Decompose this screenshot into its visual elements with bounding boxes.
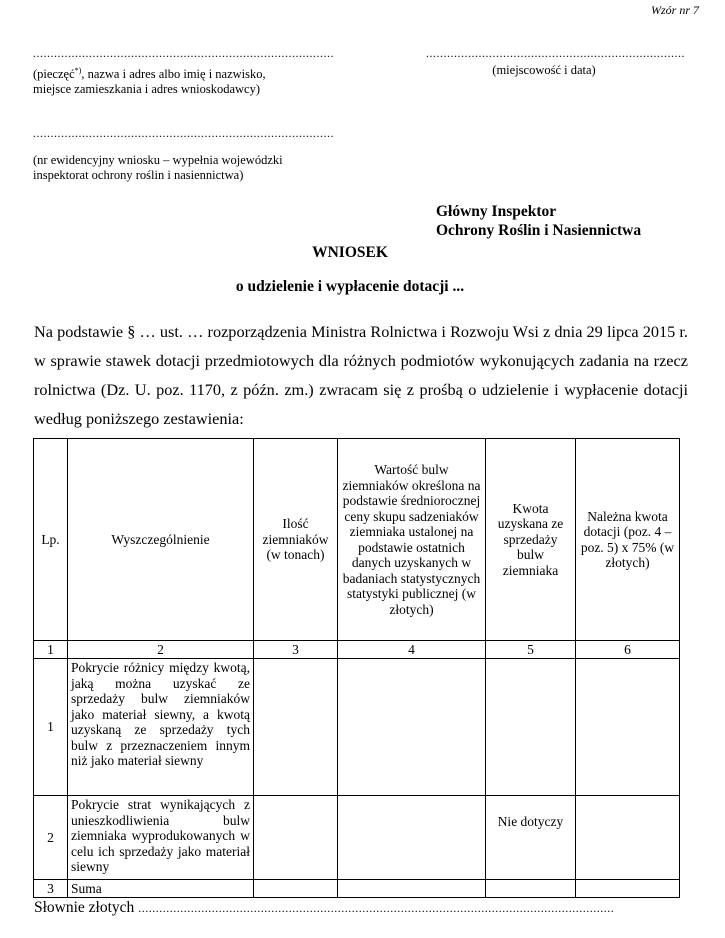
quantity-cell[interactable] [254, 796, 338, 880]
registry-caption [33, 153, 283, 183]
request-paragraph: Na podstawie § … ust. … rozporządzenia Ministra Rolnictwa i Rozwoju Wsi z dnia 29 lipca 2015 r. w sprawie stawek dotacji przedmiotowych dla różnych podmiotów wykonujących zadania na rzecz rolnictwa (Dz. U. poz. 1170, z późn. zm.) zwracam się z prośbą o udzielenie i wypłacenie dotacji według poniższego zestawienia: [34, 322, 688, 428]
row-lp: 2 [34, 796, 68, 880]
value-cell[interactable] [338, 659, 486, 796]
applicant-caption-line2: miejsce zamieszkania i adres wnioskodawcy) [33, 82, 260, 97]
column-number: 4 [338, 641, 486, 659]
addressee-line1: Główny Inspektor [436, 203, 557, 220]
registry-caption-line2: inspektorat ochrony roślin i nasiennictwa) [33, 168, 244, 182]
header-quantity: Ilość ziemniaków (w tonach) [254, 439, 338, 641]
amount-in-words-dotted-line[interactable]: ........................................................................................................................................ [138, 901, 615, 915]
header-lp: Lp. [34, 439, 68, 641]
place-date-caption: (miejscowość i data) [492, 63, 596, 77]
sales-amount-cell[interactable] [486, 659, 576, 796]
table-header-row [34, 439, 680, 641]
header-description: Wyszczególnienie [68, 439, 254, 641]
sum-label: Suma [68, 880, 254, 898]
applicant-caption [33, 63, 266, 97]
form-number-label: Wzór nr 7 [650, 3, 699, 17]
table-row [34, 659, 680, 796]
column-number: 3 [254, 641, 338, 659]
applicant-caption-line1: (pieczęć [33, 67, 75, 82]
document-subtitle: o udzielenie i wypłacenie dotacji ... [235, 278, 465, 295]
quantity-cell[interactable] [254, 659, 338, 796]
table-row-sum [34, 880, 680, 898]
subsidy-table [33, 438, 680, 898]
row-description: Pokrycie różnicy między kwotą, jaką można uzyskać ze sprzedaży bulw ziemniaków jako materiał siewny, a kwotą uzyskaną ze sprzedaży tych bulw z przeznaczeniem innym niż jako materiał siewny [68, 659, 254, 796]
amount-in-words [34, 899, 614, 917]
addressee [436, 202, 641, 240]
column-number: 1 [34, 641, 68, 659]
registry-dotted-line: ...................................................................................... [33, 126, 334, 140]
registry-caption-line1: (nr ewidencyjny wniosku – wypełnia wojewódzki [33, 153, 283, 167]
column-number: 2 [68, 641, 254, 659]
applicant-dotted-line: ...................................................................................... [33, 46, 334, 60]
row-description: Pokrycie strat wynikających z unieszkodliwienia bulw ziemniaka wyprodukowanych w celu ich sprzedaży jako materiał siewny [68, 796, 254, 880]
document-title: WNIOSEK [312, 244, 388, 261]
value-sum-cell[interactable] [338, 880, 486, 898]
header-subsidy-amount: Należna kwota dotacji (poz. 4 – poz. 5) x 75% (w złotych) [576, 439, 680, 641]
not-applicable-cell: Nie dotyczy [486, 796, 576, 880]
subsidy-amount-cell[interactable] [576, 796, 680, 880]
quantity-sum-cell[interactable] [254, 880, 338, 898]
sales-amount-sum-cell[interactable] [486, 880, 576, 898]
column-number: 6 [576, 641, 680, 659]
header-sales-amount: Kwota uzyskana ze sprzedaży bulw ziemniaka [486, 439, 576, 641]
amount-in-words-label: Słownie złotych [34, 899, 135, 916]
subsidy-sum-cell[interactable] [576, 880, 680, 898]
footnote-marker: *) [74, 66, 82, 75]
subsidy-amount-cell[interactable] [576, 659, 680, 796]
value-cell[interactable] [338, 796, 486, 880]
row-lp: 1 [34, 659, 68, 796]
place-date-dotted-line: .......................................................................... [426, 46, 685, 60]
addressee-line2: Ochrony Roślin i Nasiennictwa [436, 222, 642, 239]
header-value: Wartość bulw ziemniaków określona na podstawie średniorocznej ceny skupu sadzeniaków ziemniaka ustalonej na podstawie ostatnich danych uzyskanych w badaniach statystycznych statystyki publicznej (w złotych) [338, 439, 486, 641]
applicant-caption-line1-rest: , nazwa i adres albo imię i nazwisko, [81, 67, 266, 82]
row-lp: 3 [34, 880, 68, 898]
column-number-row [34, 641, 680, 659]
column-number: 5 [486, 641, 576, 659]
table-row [34, 796, 680, 880]
